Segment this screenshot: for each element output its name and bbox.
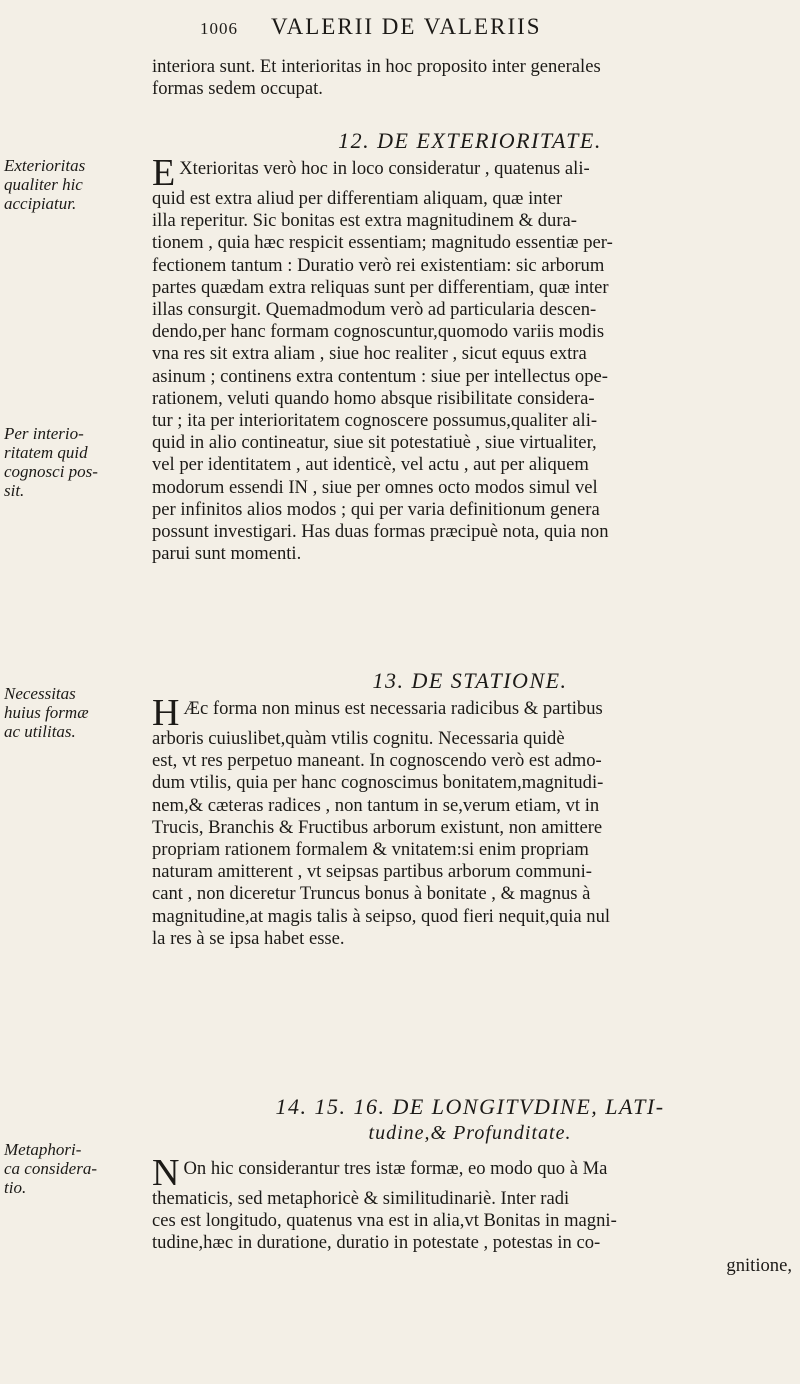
text-line: tur ; ita per interioritatem cognoscere possumus,qualiter ali- <box>152 410 598 432</box>
text-line: la res à se ipsa habet esse. <box>152 927 345 949</box>
text-line: ces est longitudo, quatenus vna est in alia,vt Bonitas in magni- <box>152 1210 617 1232</box>
text-line: H Æc forma non minus est necessaria radicibus & partibus <box>152 698 603 728</box>
text-line: per infinitos alios modos ; qui per varia definitionum genera <box>152 498 600 520</box>
margin-line: Per interio- <box>4 424 84 443</box>
text-line: quid est extra aliud per differentiam aliquam, quæ inter <box>152 188 563 209</box>
margin-line: cognosci pos- <box>4 462 98 481</box>
section-13-body <box>152 698 792 950</box>
margin-line: Necessitas <box>4 684 76 703</box>
text-line: naturam amitterent , vt seipsas partibus arborum communi- <box>152 861 592 883</box>
text-line: E Xterioritas verò hoc in loco consideratur , quatenus ali- <box>152 158 590 188</box>
drop-capital: H <box>152 698 180 728</box>
text-line: nem,& cæteras radices , non tantum in se,verum etiam, vt in <box>152 794 600 816</box>
text-line: asinum ; continens extra contentum : siue per intellectus ope- <box>152 365 608 387</box>
running-title: VALERII DE VALERIIS <box>271 14 542 39</box>
margin-line: ca considera- <box>4 1159 98 1178</box>
text-line: illa reperitur. Sic bonitas est extra magnitudinem & dura- <box>152 210 577 232</box>
text-line: dum vtilis, quia per hanc cognoscimus bonitatem,magnitudi- <box>152 772 604 794</box>
text-line: parui sunt momenti. <box>152 543 302 565</box>
text-line: fectionem tantum : Duratio verò rei existentiam: sic arborum <box>152 254 605 276</box>
margin-line: ritatem quid <box>4 443 88 462</box>
drop-capital: N <box>152 1158 180 1188</box>
text-line: gnitione, <box>726 1254 792 1276</box>
text-line: arboris cuiuslibet,quàm vtilis cognitu. Necessaria quidè <box>152 728 565 749</box>
margin-note-3 <box>4 684 146 741</box>
text-line: modorum essendi IN , siue per omnes octo modos simul vel <box>152 476 598 498</box>
text-line: propriam rationem formalem & vnitatem:si enim propriam <box>152 839 589 861</box>
margin-line: huius formæ <box>4 703 89 722</box>
text-line: quid in alio contineatur, siue sit potestatiuè , siue virtualiter, <box>152 432 597 454</box>
margin-line: sit. <box>4 481 25 500</box>
text-line: vel per identitatem , aut identicè, vel actu , aut per aliquem <box>152 454 589 476</box>
margin-line: accipiatur. <box>4 194 77 213</box>
text-line: formas sedem occupat. <box>152 78 323 100</box>
text-line: dendo,per hanc formam cognoscuntur,quomodo variis modis <box>152 321 605 343</box>
section-heading-14: 14. 15. 16. DE LONGITVDINE, LATI- <box>275 1094 665 1119</box>
text-line: interiora sunt. Et interioritas in hoc proposito inter generales <box>152 56 601 77</box>
running-header <box>200 14 542 41</box>
section-heading-13: 13. DE STATIONE. <box>372 668 568 693</box>
text-line: illas consurgit. Quemadmodum verò ad particularia descen- <box>152 299 597 321</box>
section-heading-12: 12. DE EXTERIORITATE. <box>338 128 602 153</box>
intro-paragraph <box>152 56 792 100</box>
text-line: est, vt res perpetuo maneant. In cognoscendo verò est admo- <box>152 750 602 772</box>
margin-note-4 <box>4 1140 146 1197</box>
text-line: tionem , quia hæc respicit essentiam; magnitudo essentiæ per- <box>152 232 613 254</box>
text-line: possunt investigari. Has duas formas præcipuè nota, quia non <box>152 521 609 543</box>
text-line: vna res sit extra aliam , siue hoc realiter , sicut equus extra <box>152 343 587 365</box>
margin-note-2 <box>4 424 146 500</box>
section-subheading-14: tudine,& Profunditate. <box>368 1122 572 1144</box>
text-line: partes quædam extra reliquas sunt per differentiam, quæ inter <box>152 276 609 298</box>
text-line: Trucis, Branchis & Fructibus arborum existunt, non amittere <box>152 816 603 838</box>
text-line: thematicis, sed metaphoricè & similitudinariè. Inter radi <box>152 1188 570 1209</box>
margin-line: Exterioritas <box>4 156 86 175</box>
margin-line: tio. <box>4 1178 27 1197</box>
text-line: rationem, veluti quando homo absque risibilitate considera- <box>152 387 595 409</box>
text-line: cant , non diceretur Truncus bonus à bonitate , & magnus à <box>152 883 591 905</box>
margin-note-1 <box>4 156 146 213</box>
section-14-body <box>152 1158 792 1277</box>
margin-line: qualiter hic <box>4 175 83 194</box>
page-number: 1006 <box>200 19 238 38</box>
text-line: tudine,hæc in duratione, duratio in potestate , potestas in co- <box>152 1232 601 1254</box>
margin-line: ac utilitas. <box>4 722 76 741</box>
section-12-body <box>152 158 792 565</box>
text-line: magnitudine,at magis talis à seipso, quod fieri nequit,quia nul <box>152 905 611 927</box>
drop-capital: E <box>152 158 176 188</box>
margin-line: Metaphori- <box>4 1140 82 1159</box>
text-line: N On hic considerantur tres istæ formæ, eo modo quo à Ma <box>152 1158 608 1188</box>
